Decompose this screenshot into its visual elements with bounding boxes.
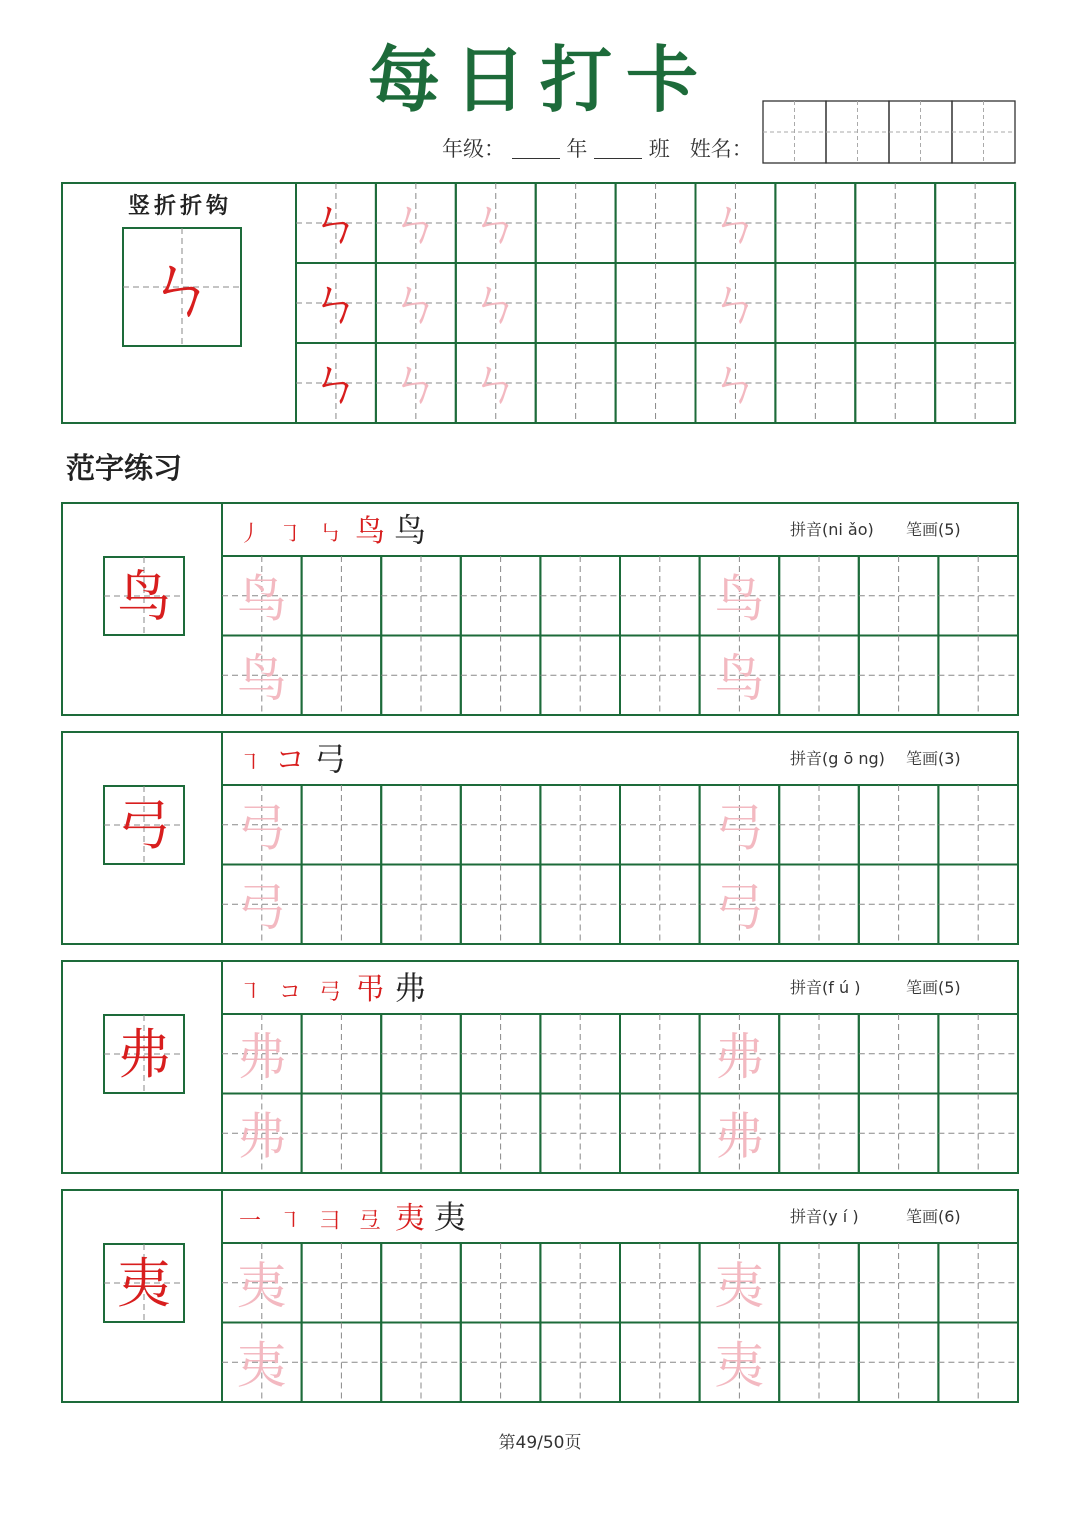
demo-char: 夷	[117, 1252, 171, 1315]
grade-blank[interactable]	[512, 138, 560, 159]
trace-char: 鸟	[714, 649, 765, 708]
page-title: 每日打卡	[367, 37, 712, 122]
stroke-practice-grid[interactable]	[296, 183, 1015, 423]
trace-char: 弗	[714, 1028, 765, 1086]
trace-char: 夷	[236, 1336, 287, 1395]
name-grid[interactable]	[762, 100, 1016, 166]
class-unit: 班	[648, 137, 670, 161]
stroke-trace-glyph: ㄣ	[709, 274, 762, 334]
strokes-label: 笔画(6)	[906, 1207, 961, 1226]
pinyin-label: 拼音(g ō ng)	[790, 749, 885, 768]
grade-label: 年级：	[442, 137, 505, 161]
stroke-order-step: ㇕	[278, 1209, 302, 1234]
stroke-order-step: 弔	[355, 972, 385, 1007]
stroke-trace-glyph: ㄣ	[389, 354, 442, 414]
stroke-name: 竖折折钩	[127, 193, 233, 219]
trace-char: 鸟	[714, 570, 765, 628]
stroke-order-step: 丿	[238, 522, 262, 547]
character-block-鸟	[60, 501, 1020, 717]
stroke-order-step: コ	[278, 980, 302, 1005]
stroke-order-step: 弓	[313, 740, 347, 778]
character-block-夷	[60, 1188, 1020, 1404]
stroke-order-step: 鸟	[393, 511, 427, 549]
stroke-order-step: コ	[275, 743, 305, 778]
stroke-trace-glyph: ㄣ	[309, 354, 362, 414]
section-heading: 范字练习	[66, 451, 183, 485]
stroke-order-step: ㇉	[318, 522, 342, 547]
stroke-order-step: 彐	[318, 1209, 342, 1234]
trace-char: 夷	[236, 1257, 287, 1315]
page-number: 第49/50页	[498, 1433, 582, 1453]
pinyin-label: 拼音(y í )	[790, 1207, 859, 1226]
trace-char: 夷	[714, 1336, 765, 1395]
stroke-order-step: ㇕	[238, 980, 262, 1005]
trace-char: 鸟	[236, 570, 287, 628]
stroke-demo-glyph: ㄣ	[145, 246, 219, 330]
stroke-order-step: 夷	[395, 1201, 425, 1236]
stroke-order-step: 夷	[433, 1198, 467, 1236]
student-info-line	[442, 133, 753, 163]
stroke-trace-glyph: ㄣ	[389, 274, 442, 334]
stroke-trace-glyph: ㄣ	[709, 354, 762, 414]
name-label: 姓名：	[689, 137, 753, 161]
stroke-order-step: 鸟	[355, 514, 385, 549]
trace-char: 鸟	[236, 649, 287, 708]
stroke-order-step: 一	[238, 1209, 262, 1234]
stroke-trace-glyph: ㄣ	[709, 194, 762, 254]
stroke-order-step: 弖	[358, 1209, 382, 1234]
stroke-order-step: ㇕	[238, 751, 262, 776]
trace-char: 弗	[236, 1028, 287, 1086]
stroke-trace-glyph: ㄣ	[469, 274, 522, 334]
stroke-order-step: ㇆	[278, 522, 302, 547]
stroke-trace-glyph: ㄣ	[309, 274, 362, 334]
strokes-label: 笔画(5)	[906, 978, 961, 997]
strokes-label: 笔画(3)	[906, 749, 961, 768]
pinyin-label: 拼音(f ú )	[790, 978, 861, 997]
strokes-label: 笔画(5)	[906, 520, 961, 539]
stroke-order-step: 弓	[318, 980, 342, 1005]
trace-char: 夷	[714, 1257, 765, 1315]
character-block-弓	[60, 730, 1020, 946]
trace-char: 弓	[236, 878, 287, 937]
demo-char: 弗	[117, 1023, 171, 1086]
stroke-trace-glyph: ㄣ	[469, 194, 522, 254]
demo-char: 弓	[117, 794, 171, 857]
stroke-trace-glyph: ㄣ	[389, 194, 442, 254]
trace-char: 弓	[236, 799, 287, 857]
pinyin-label: 拼音(ni ǎo)	[790, 520, 874, 539]
trace-char: 弓	[714, 878, 765, 937]
class-blank[interactable]	[594, 138, 642, 159]
demo-char: 鸟	[117, 565, 171, 628]
trace-char: 弗	[236, 1107, 287, 1166]
stroke-trace-glyph: ㄣ	[469, 354, 522, 414]
stroke-practice-block	[60, 181, 1020, 427]
stroke-trace-glyph: ㄣ	[309, 194, 362, 254]
character-block-弗	[60, 959, 1020, 1175]
trace-char: 弓	[714, 799, 765, 857]
trace-char: 弗	[714, 1107, 765, 1166]
year-unit: 年	[566, 137, 588, 161]
stroke-order-step: 弗	[393, 969, 427, 1007]
